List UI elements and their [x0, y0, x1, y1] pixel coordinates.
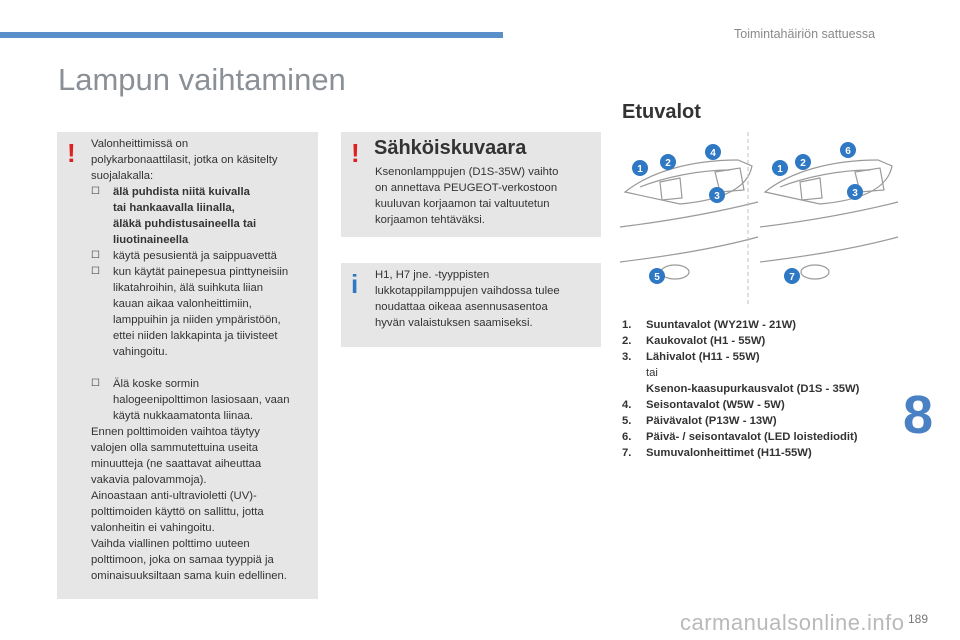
page-title: Lampun vaihtaminen	[58, 62, 346, 97]
checkbox-icon: ☐	[91, 186, 100, 197]
warning-exclamation-icon: !	[351, 138, 360, 168]
warning-outro: Ennen polttimoiden vaihtoa täytyy valojen olla sammutettuina useita minuutteja (ne saattavat aiheuttaa vakavia palovammoja). Ainoastaan anti-ultravioletti (UV)- polttimoiden käyttö on sallittu, jotta valonheitin ei vahingoitu. Vaihda viallinen polttimo uuteen polttimoon, joka on samaa tyyppiä ja ominaisuuksiltaan sama kuin edellinen.	[91, 426, 287, 582]
checkbox-icon: ☐	[91, 266, 100, 277]
info-icon: i	[351, 269, 359, 299]
watermark: carmanualsonline.info	[680, 610, 905, 635]
front-lights-title: Etuvalot	[622, 101, 701, 123]
warning-bullet-touch: ☐ Älä koske sormin halogeenipolttimon lasiosaan, vaan käytä nukkaamatonta liinaa.	[91, 378, 290, 422]
label-5: 5	[654, 272, 660, 283]
label-3: 3	[852, 188, 858, 199]
label-1: 1	[637, 164, 643, 175]
checkbox-icon: ☐	[91, 378, 100, 389]
bulb-legend-list	[622, 317, 859, 461]
info-text: H1, H7 jne. -tyyppisten lukkotappilamppujen vaihdossa tulee noudattaa oikeaa asennusasentoa hyvän valaistuksen saamiseksi.	[375, 269, 560, 329]
electric-shock-text: Ksenonlamppujen (D1S-35W) vaihto on annettava PEUGEOT-verkostoon kuuluvan korjaamon tai valtuutetun korjaamon tehtäväksi.	[375, 166, 559, 226]
label-7: 7	[789, 272, 795, 283]
warning-bullet-clean: ☐ älä puhdista niitä kuivalla tai hankaavalla liinalla, äläkä puhdistusaineella tai liuotinaineella	[91, 186, 257, 246]
checkbox-icon: ☐	[91, 250, 100, 261]
header-accent-bar	[0, 32, 503, 38]
headlight-diagram-halogen	[620, 132, 760, 307]
list-item: 5. Päivävalot (P13W - 13W)	[622, 415, 777, 427]
list-item: tai	[646, 367, 658, 379]
chapter-number: 8	[903, 385, 934, 445]
label-3: 3	[714, 191, 720, 202]
list-item: 7. Sumuvalonheittimet (H11-55W)	[622, 447, 812, 459]
label-2: 2	[800, 158, 806, 169]
list-item: Ksenon-kaasupurkausvalot (D1S - 35W)	[646, 383, 860, 395]
list-item: 1. Suuntavalot (WY21W - 21W)	[622, 319, 797, 331]
electric-shock-title: Sähköiskuvaara	[374, 137, 527, 159]
warning-bullet-pressure: ☐ kun käytät painepesua pinttyneisiin likatahroihin, älä suihkuta liian kauan aikaa valonheittimiin, lamppuihin ja niiden ympäristöön, ettei niiden lakkapinta ja tiivisteet vahingoitu.	[91, 266, 289, 358]
warning-intro: Valonheittimissä on polykarbonaattilasit, jotka on käsitelty suojalakalla:	[91, 138, 278, 182]
section-title: Toimintahäiriön sattuessa	[734, 27, 876, 41]
label-2: 2	[665, 158, 671, 169]
label-6: 6	[845, 146, 851, 157]
list-item: 2. Kaukovalot (H1 - 55W)	[622, 335, 766, 347]
warning-exclamation-icon: !	[67, 138, 76, 168]
list-item: 3. Lähivalot (H11 - 55W)	[622, 351, 760, 363]
list-item: 4. Seisontavalot (W5W - 5W)	[622, 399, 785, 411]
label-1: 1	[777, 164, 783, 175]
page-number: 189	[908, 612, 929, 626]
label-4: 4	[710, 148, 716, 159]
list-item: 6. Päivä- / seisontavalot (LED loistediodit)	[622, 431, 858, 443]
warning-bullet-soap: ☐ käytä pesusientä ja saippuavettä	[91, 250, 277, 262]
warning-text	[91, 136, 313, 584]
headlight-diagram-xenon	[760, 132, 900, 307]
